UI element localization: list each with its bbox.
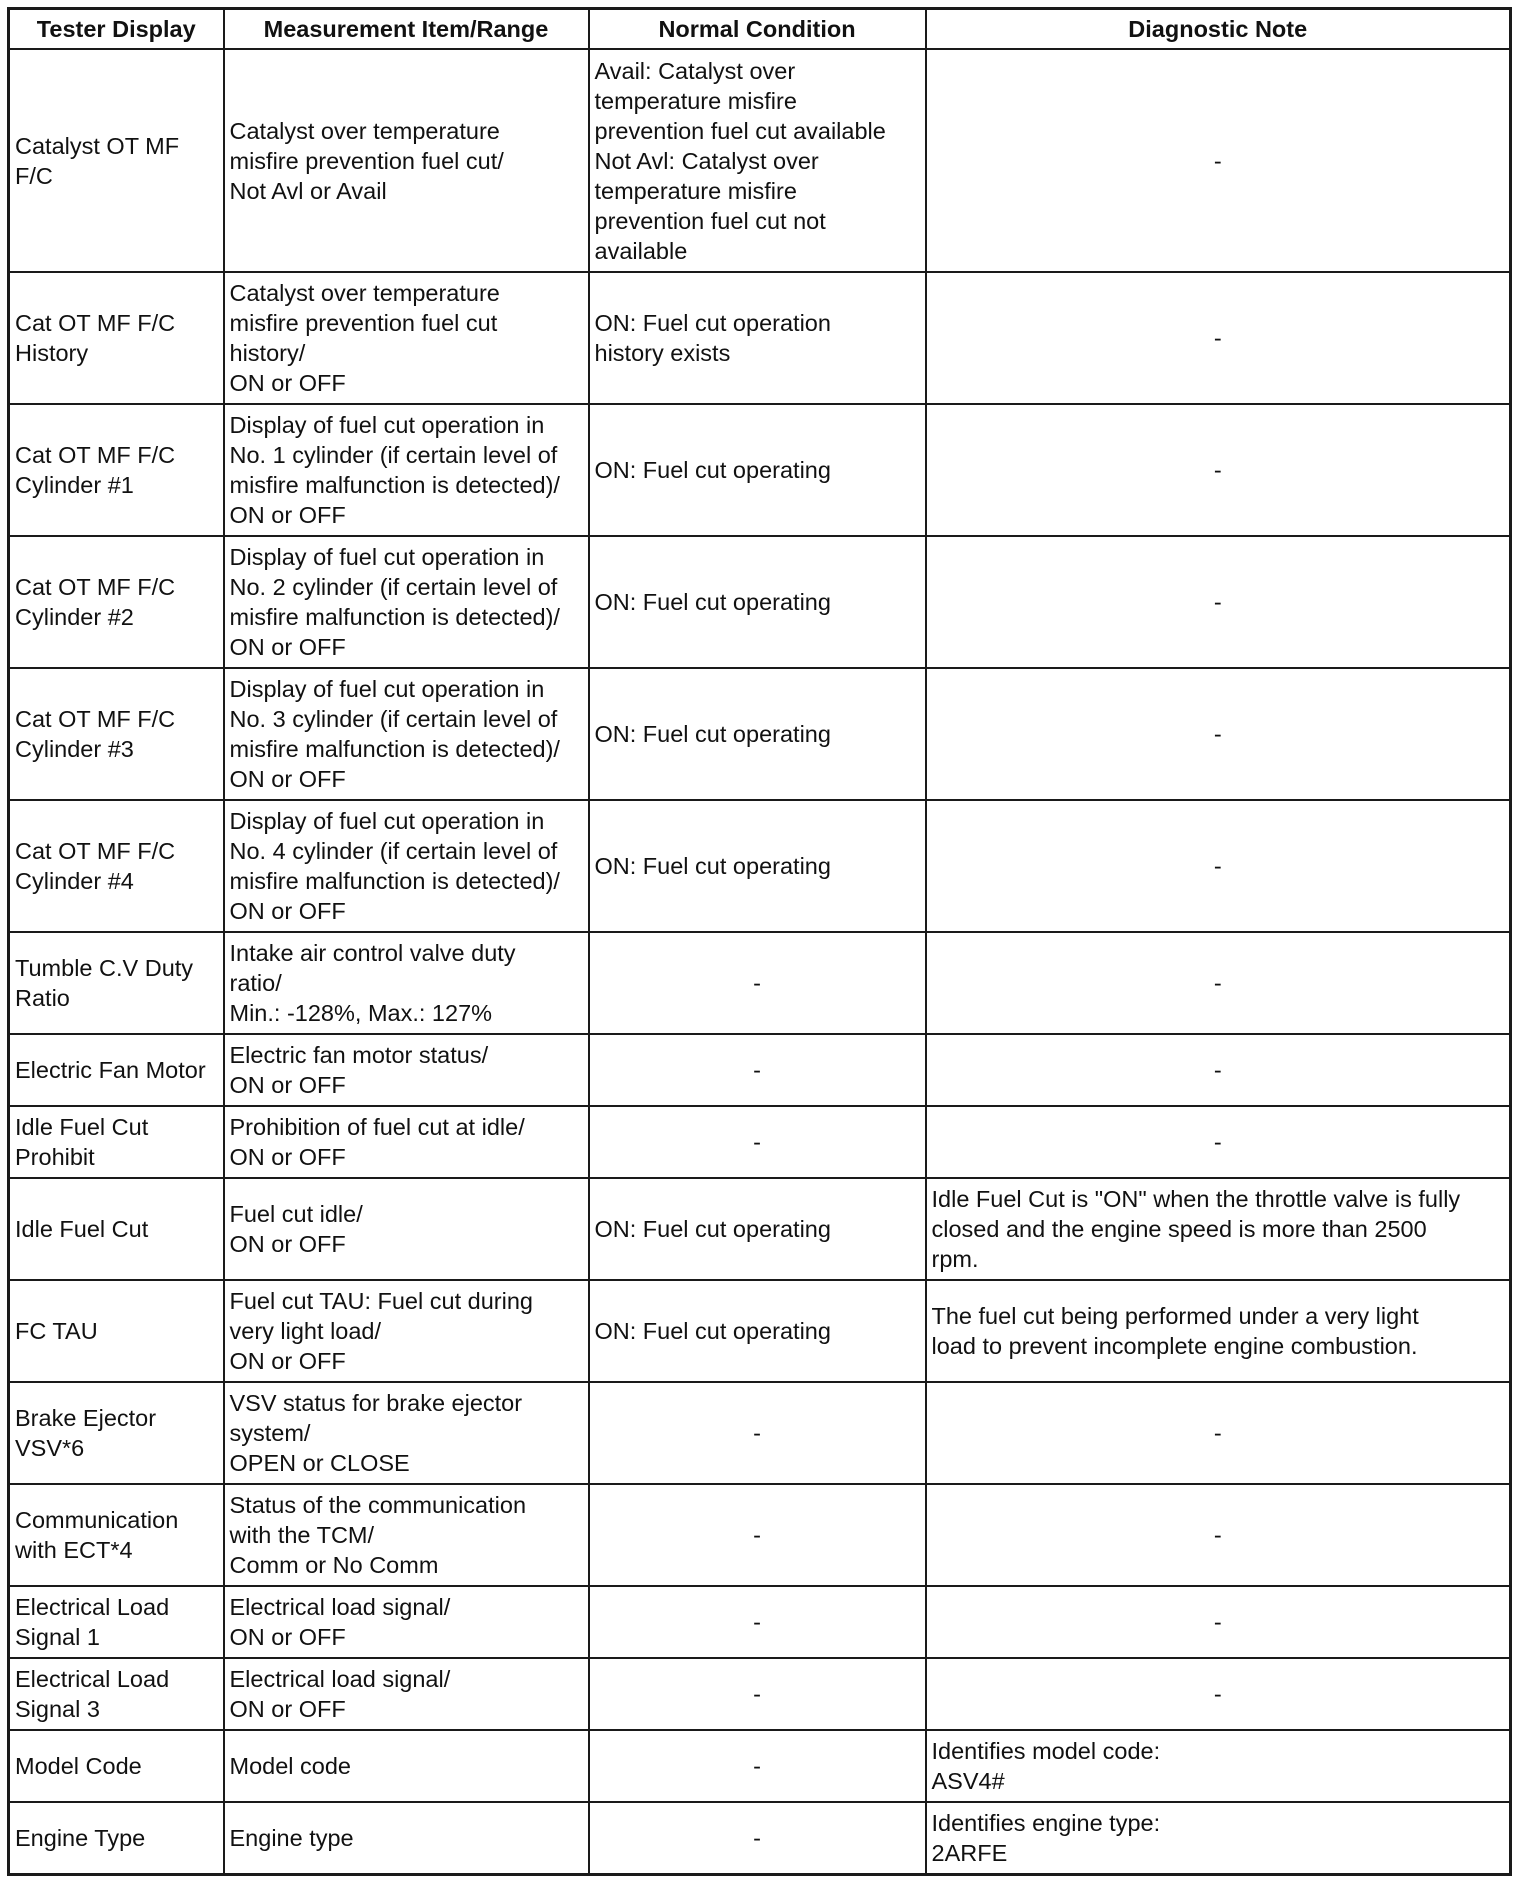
table-row [9, 536, 1511, 668]
cell-measurement: Status of the communication with the TCM/ Comm or No Comm [224, 1484, 589, 1586]
cell-diagnostic-note: - [926, 49, 1511, 272]
table-row [9, 1178, 1511, 1280]
cell-tester-display: Tumble C.V Duty Ratio [9, 932, 224, 1034]
header-diagnostic-note: Diagnostic Note [926, 9, 1511, 50]
cell-diagnostic-note: - [926, 272, 1511, 404]
cell-diagnostic-note: - [926, 1382, 1511, 1484]
cell-diagnostic-note: - [926, 1658, 1511, 1730]
cell-normal-condition: - [589, 1382, 926, 1484]
cell-diagnostic-note: Identifies model code: ASV4# [926, 1730, 1511, 1802]
cell-normal-condition: ON: Fuel cut operating [589, 1280, 926, 1382]
table-row [9, 272, 1511, 404]
cell-normal-condition: ON: Fuel cut operating [589, 1178, 926, 1280]
cell-measurement: Electric fan motor status/ ON or OFF [224, 1034, 589, 1106]
cell-measurement: Electrical load signal/ ON or OFF [224, 1658, 589, 1730]
table-row [9, 404, 1511, 536]
cell-normal-condition: ON: Fuel cut operating [589, 668, 926, 800]
cell-measurement: Electrical load signal/ ON or OFF [224, 1586, 589, 1658]
cell-tester-display: Cat OT MF F/C Cylinder #2 [9, 536, 224, 668]
cell-normal-condition: ON: Fuel cut operating [589, 404, 926, 536]
cell-measurement: Fuel cut idle/ ON or OFF [224, 1178, 589, 1280]
cell-normal-condition: - [589, 1586, 926, 1658]
table-row [9, 1484, 1511, 1586]
cell-diagnostic-note: The fuel cut being performed under a very light load to prevent incomplete engine combustion. [926, 1280, 1511, 1382]
cell-diagnostic-note: - [926, 1484, 1511, 1586]
cell-tester-display: Electric Fan Motor [9, 1034, 224, 1106]
cell-tester-display: Cat OT MF F/C Cylinder #1 [9, 404, 224, 536]
header-tester-display: Tester Display [9, 9, 224, 50]
cell-tester-display: FC TAU [9, 1280, 224, 1382]
diagnostic-data-sheet [7, 7, 1509, 1876]
cell-tester-display: Catalyst OT MF F/C [9, 49, 224, 272]
cell-normal-condition: ON: Fuel cut operating [589, 800, 926, 932]
cell-normal-condition: - [589, 1034, 926, 1106]
header-measurement-item: Measurement Item/Range [224, 9, 589, 50]
cell-normal-condition: - [589, 1106, 926, 1178]
cell-tester-display: Engine Type [9, 1802, 224, 1874]
cell-diagnostic-note: - [926, 1034, 1511, 1106]
cell-tester-display: Model Code [9, 1730, 224, 1802]
cell-diagnostic-note: Identifies engine type: 2ARFE [926, 1802, 1511, 1874]
cell-measurement: Catalyst over temperature misfire prevention fuel cut/ Not Avl or Avail [224, 49, 589, 272]
table-row [9, 1280, 1511, 1382]
cell-diagnostic-note: - [926, 404, 1511, 536]
cell-diagnostic-note: - [926, 800, 1511, 932]
cell-diagnostic-note: Idle Fuel Cut is "ON" when the throttle valve is fully closed and the engine speed is more than 2500 rpm. [926, 1178, 1511, 1280]
cell-measurement: Engine type [224, 1802, 589, 1874]
table-row [9, 1106, 1511, 1178]
cell-normal-condition: - [589, 1658, 926, 1730]
cell-normal-condition: ON: Fuel cut operation history exists [589, 272, 926, 404]
cell-tester-display: Cat OT MF F/C History [9, 272, 224, 404]
table-row [9, 668, 1511, 800]
cell-normal-condition: Avail: Catalyst over temperature misfire prevention fuel cut available Not Avl: Catalyst over temperature misfire prevention fuel cut not available [589, 49, 926, 272]
cell-measurement: Display of fuel cut operation in No. 3 cylinder (if certain level of misfire malfunction is detected)/ ON or OFF [224, 668, 589, 800]
cell-measurement: Intake air control valve duty ratio/ Min.: -128%, Max.: 127% [224, 932, 589, 1034]
cell-tester-display: Cat OT MF F/C Cylinder #4 [9, 800, 224, 932]
table-row [9, 1658, 1511, 1730]
header-normal-condition: Normal Condition [589, 9, 926, 50]
cell-measurement: Catalyst over temperature misfire prevention fuel cut history/ ON or OFF [224, 272, 589, 404]
table-row [9, 49, 1511, 272]
cell-diagnostic-note: - [926, 932, 1511, 1034]
table-row [9, 1586, 1511, 1658]
cell-tester-display: Cat OT MF F/C Cylinder #3 [9, 668, 224, 800]
cell-normal-condition: - [589, 932, 926, 1034]
cell-diagnostic-note: - [926, 1106, 1511, 1178]
cell-tester-display: Brake Ejector VSV*6 [9, 1382, 224, 1484]
cell-measurement: Fuel cut TAU: Fuel cut during very light load/ ON or OFF [224, 1280, 589, 1382]
cell-normal-condition: - [589, 1484, 926, 1586]
cell-normal-condition: - [589, 1730, 926, 1802]
cell-measurement: Display of fuel cut operation in No. 4 cylinder (if certain level of misfire malfunction is detected)/ ON or OFF [224, 800, 589, 932]
table-row [9, 1382, 1511, 1484]
cell-normal-condition: - [589, 1802, 926, 1874]
data-list-table [7, 7, 1512, 1876]
cell-measurement: VSV status for brake ejector system/ OPEN or CLOSE [224, 1382, 589, 1484]
cell-measurement: Display of fuel cut operation in No. 2 cylinder (if certain level of misfire malfunction is detected)/ ON or OFF [224, 536, 589, 668]
table-header-row [9, 9, 1511, 50]
cell-normal-condition: ON: Fuel cut operating [589, 536, 926, 668]
cell-tester-display: Idle Fuel Cut [9, 1178, 224, 1280]
cell-tester-display: Idle Fuel Cut Prohibit [9, 1106, 224, 1178]
table-row [9, 932, 1511, 1034]
table-row [9, 1730, 1511, 1802]
cell-measurement: Model code [224, 1730, 589, 1802]
cell-diagnostic-note: - [926, 668, 1511, 800]
cell-measurement: Prohibition of fuel cut at idle/ ON or OFF [224, 1106, 589, 1178]
table-row [9, 800, 1511, 932]
table-row [9, 1802, 1511, 1874]
cell-tester-display: Electrical Load Signal 1 [9, 1586, 224, 1658]
table-row [9, 1034, 1511, 1106]
cell-tester-display: Electrical Load Signal 3 [9, 1658, 224, 1730]
cell-tester-display: Communication with ECT*4 [9, 1484, 224, 1586]
cell-diagnostic-note: - [926, 1586, 1511, 1658]
cell-diagnostic-note: - [926, 536, 1511, 668]
cell-measurement: Display of fuel cut operation in No. 1 cylinder (if certain level of misfire malfunction is detected)/ ON or OFF [224, 404, 589, 536]
